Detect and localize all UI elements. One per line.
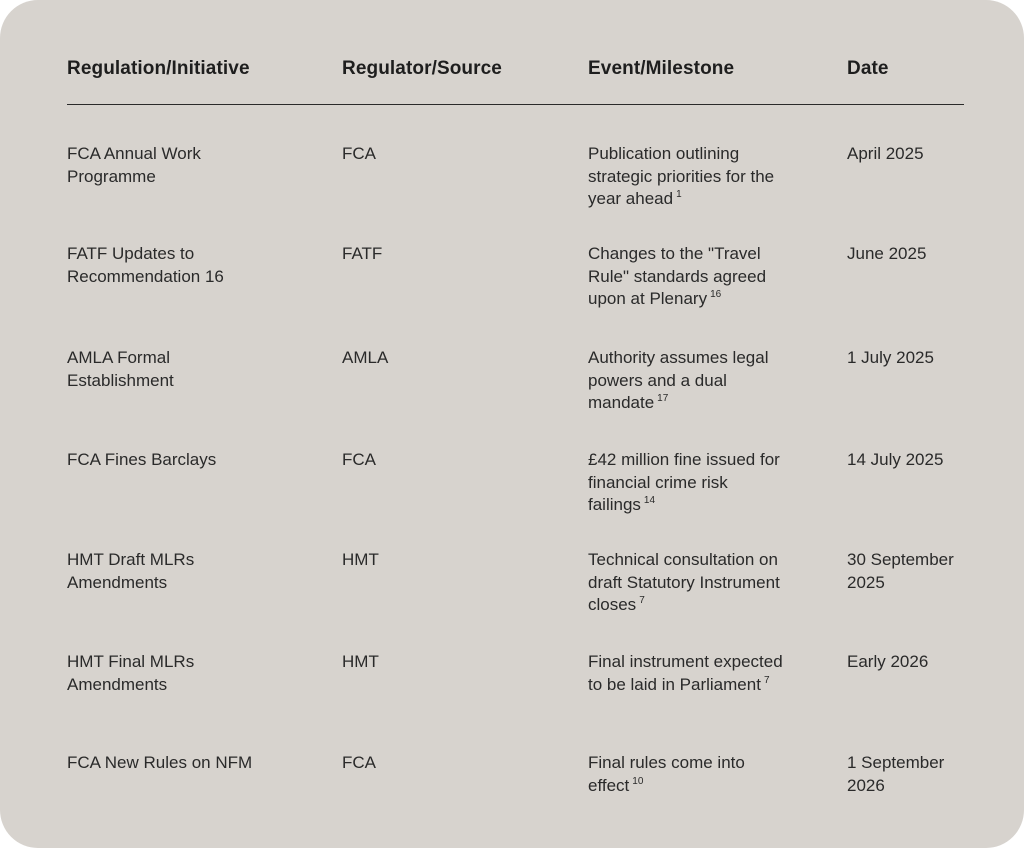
date-cell: June 2025: [847, 244, 927, 263]
regulator-cell: HMT: [342, 652, 379, 671]
footnote-ref: 16: [710, 289, 722, 300]
event-text: Final rules come into effect: [588, 753, 745, 795]
event-cell: [588, 143, 798, 211]
date-cell: 30 September 2025: [847, 550, 954, 592]
regulation-cell: AMLA Formal Establishment: [67, 348, 174, 390]
regulation-cell: HMT Final MLRs Amendments: [67, 652, 195, 694]
header-regulation: Regulation/Initiative: [67, 58, 250, 79]
regulator-cell: FCA: [342, 450, 376, 469]
event-cell: [588, 752, 798, 797]
event-text: Authority assumes legal powers and a dual mandate: [588, 348, 769, 412]
header-regulator: Regulator/Source: [342, 58, 502, 79]
regulator-cell: HMT: [342, 550, 379, 569]
regulation-cell: FCA Annual Work Programme: [67, 144, 201, 186]
regulator-cell: AMLA: [342, 348, 389, 367]
event-cell: [588, 347, 798, 415]
footnote-ref: 14: [643, 495, 656, 506]
regulator-cell: FCA: [342, 144, 376, 163]
table-header: [67, 58, 964, 105]
regulator-cell: FCA: [342, 753, 376, 772]
footnote-ref: 7: [763, 674, 770, 686]
event-text: Final instrument expected to be laid in Parliament: [588, 652, 783, 694]
regulation-cell: FATF Updates to Recommendation 16: [67, 244, 224, 286]
footnote-ref: 10: [632, 775, 644, 787]
event-cell: [588, 651, 798, 696]
event-text: Technical consultation on draft Statutory Instrument closes: [588, 550, 780, 614]
regulation-cell: FCA Fines Barclays: [67, 450, 217, 469]
event-text: £42 million fine issued for financial crime risk failings: [588, 450, 780, 514]
event-cell: [588, 449, 798, 517]
footnote-ref: 1: [676, 189, 682, 200]
date-cell: 14 July 2025: [847, 450, 944, 469]
event-text: Publication outlining strategic priorities for the year ahead: [588, 144, 775, 208]
event-cell: [588, 549, 798, 617]
event-text: Changes to the "Travel Rule" standards agreed upon at Plenary: [588, 244, 767, 308]
date-cell: 1 July 2025: [847, 348, 934, 367]
event-cell: [588, 243, 798, 311]
regulation-cell: FCA New Rules on NFM: [67, 753, 253, 772]
date-cell: April 2025: [847, 144, 924, 163]
footnote-ref: 7: [639, 595, 645, 606]
header-event: Event/Milestone: [588, 58, 735, 79]
header-date: Date: [847, 58, 889, 79]
date-cell: 1 September 2026: [847, 753, 945, 795]
footnote-ref: 17: [657, 393, 669, 404]
regulator-cell: FATF: [342, 244, 383, 263]
regulation-cell: HMT Draft MLRs Amendments: [67, 550, 195, 592]
date-cell: Early 2026: [847, 652, 929, 671]
